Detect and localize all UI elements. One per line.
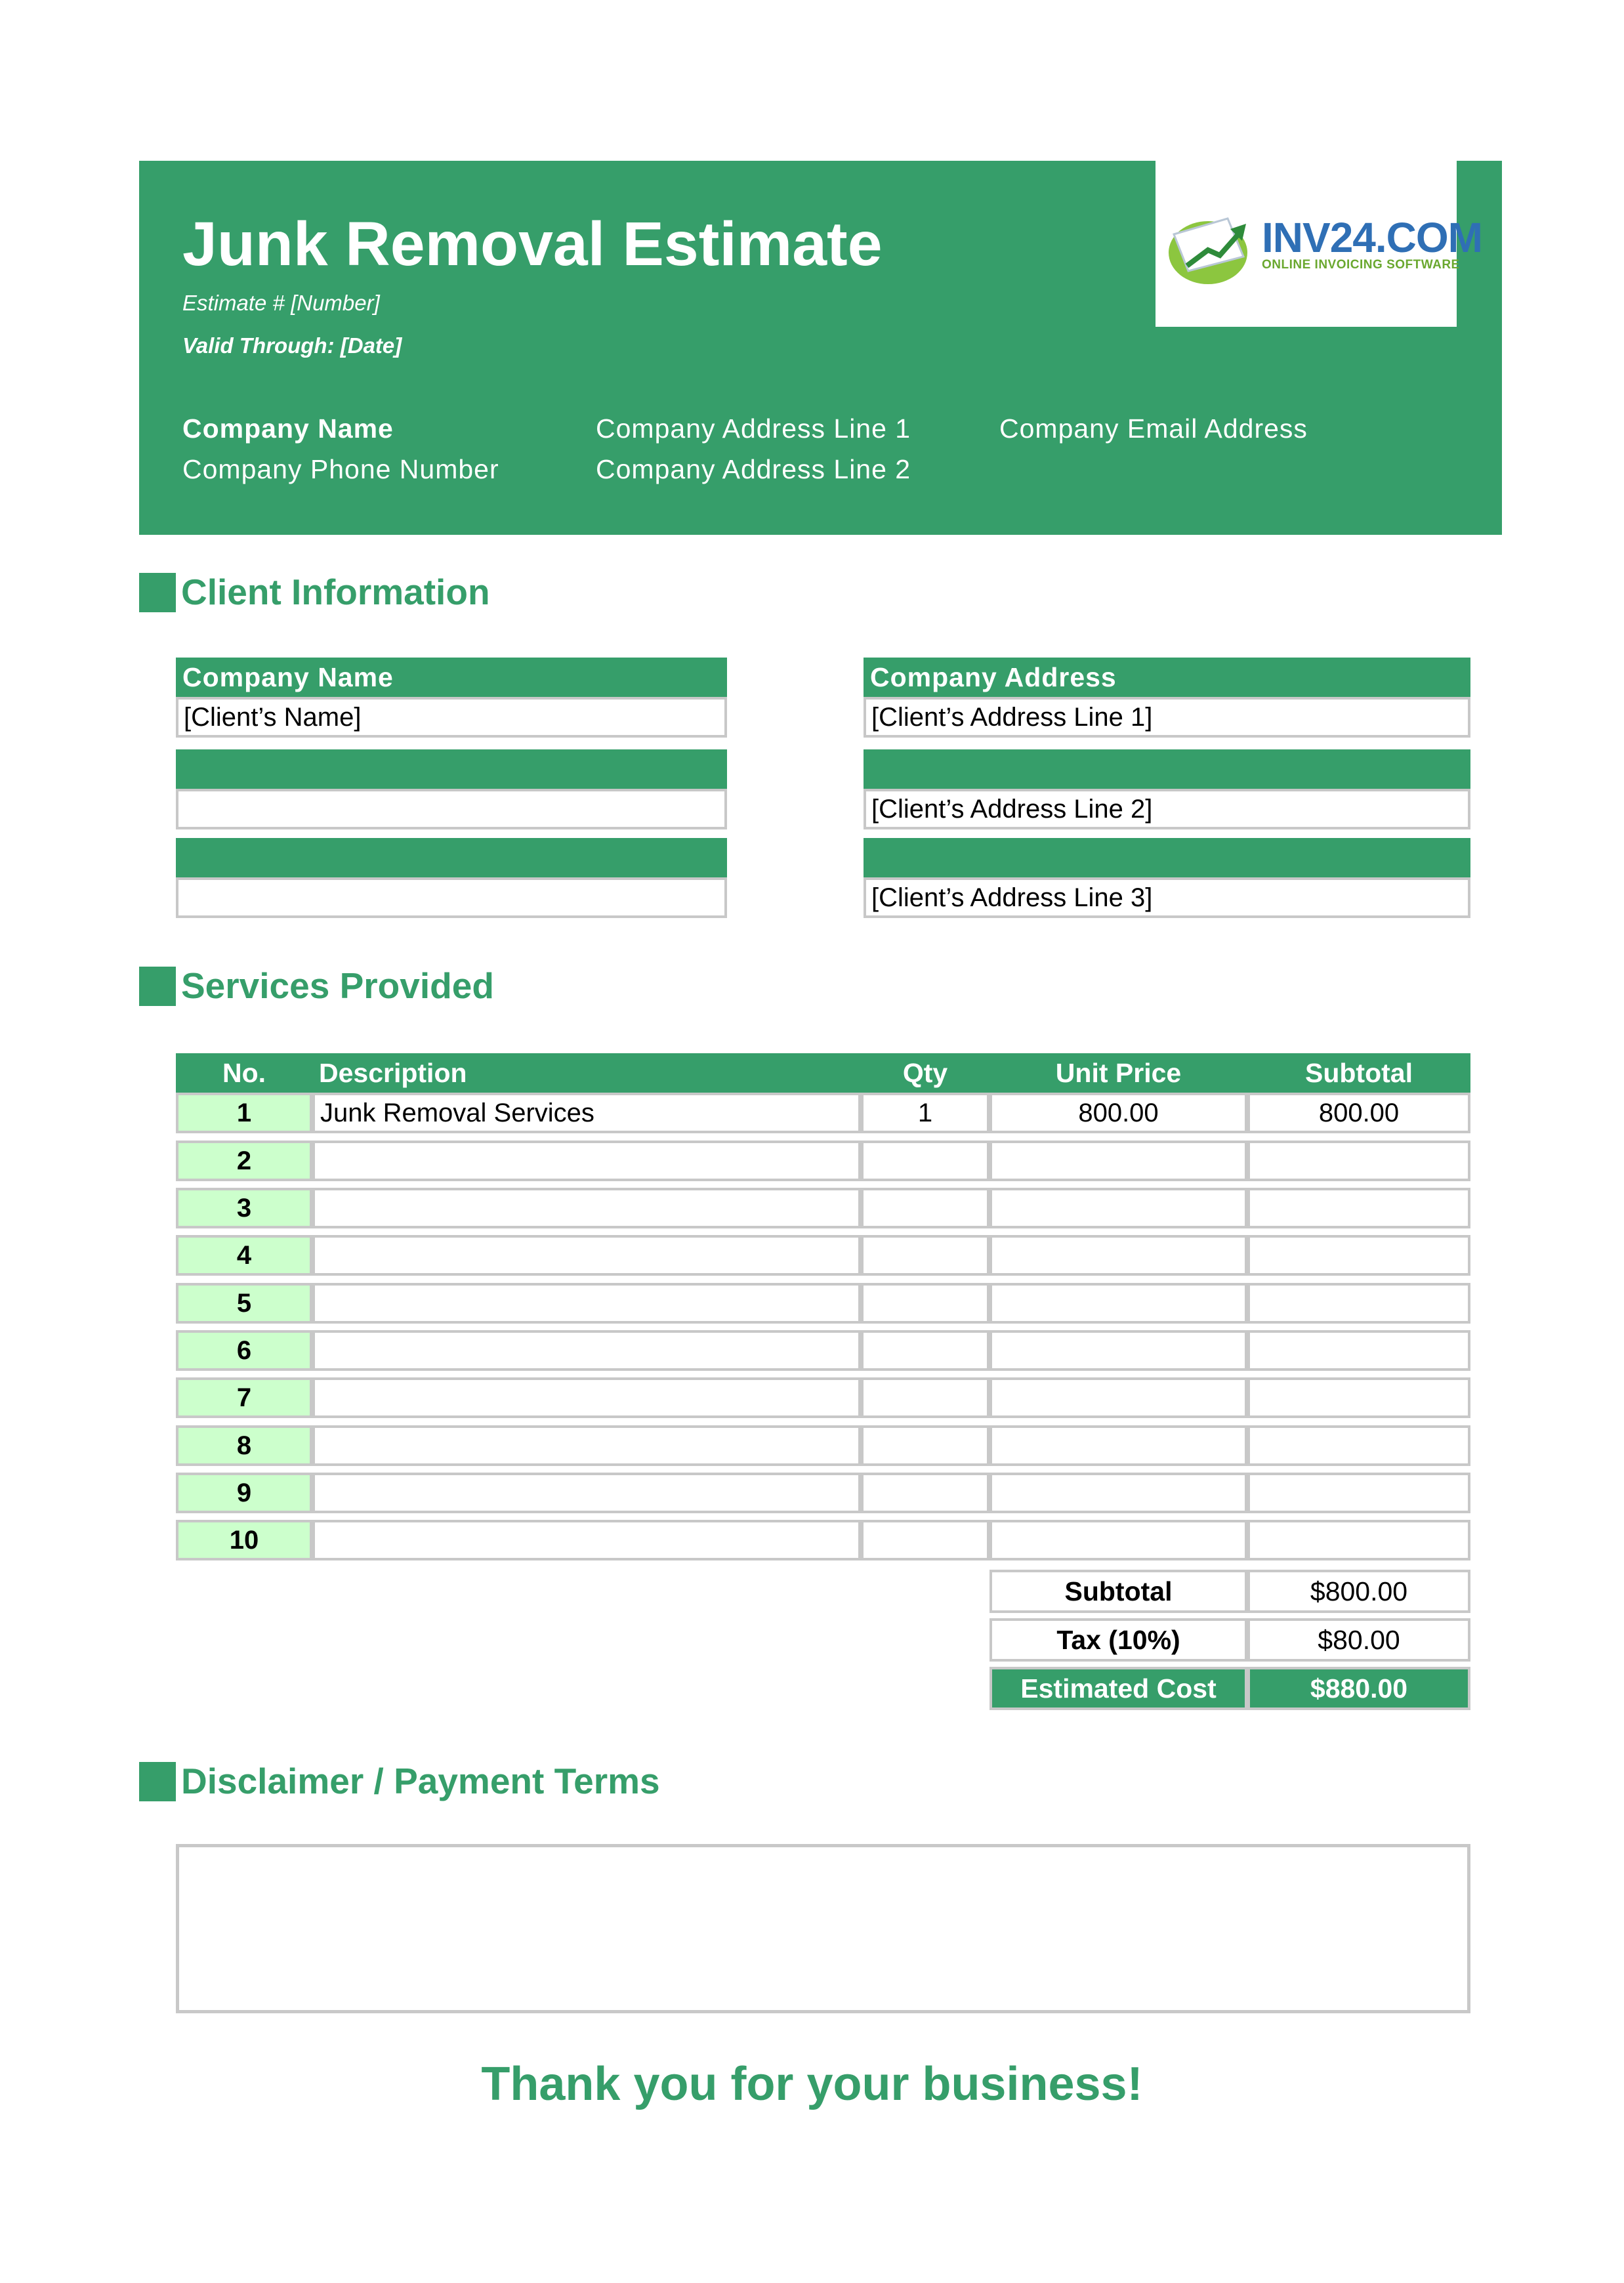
client-address-empty-header-2 (864, 838, 1470, 877)
row-subtotal[interactable] (1247, 1330, 1470, 1371)
row-description[interactable] (312, 1235, 861, 1276)
client-name-field[interactable]: [Client’s Name] (176, 697, 727, 738)
row-qty[interactable] (861, 1188, 989, 1228)
row-unit-price[interactable]: 800.00 (989, 1093, 1247, 1133)
company-address-line-2[interactable]: Company Address Line 2 (596, 454, 911, 484)
column-header-unit-price: Unit Price (989, 1053, 1247, 1093)
row-description[interactable] (312, 1188, 861, 1228)
row-qty[interactable] (861, 1330, 989, 1371)
row-number: 8 (176, 1425, 312, 1466)
disclaimer-section-title: Disclaimer / Payment Terms (181, 1761, 660, 1801)
logo (1156, 161, 1482, 327)
valid-through[interactable]: Valid Through: [Date] (182, 333, 402, 358)
client-address-line-3[interactable]: [Client’s Address Line 3] (864, 877, 1470, 918)
row-subtotal[interactable] (1247, 1141, 1470, 1181)
company-address-line-1[interactable]: Company Address Line 1 (596, 413, 911, 444)
row-subtotal[interactable] (1247, 1283, 1470, 1324)
row-description[interactable] (312, 1377, 861, 1418)
row-subtotal[interactable] (1247, 1473, 1470, 1513)
client-name-header: Company Name (176, 658, 727, 697)
row-number: 4 (176, 1235, 312, 1276)
row-qty[interactable] (861, 1377, 989, 1418)
row-description[interactable]: Junk Removal Services (312, 1093, 861, 1133)
tax-value: $80.00 (1247, 1618, 1470, 1662)
thank-you-message: Thank you for your business! (481, 2058, 1143, 2110)
company-name[interactable]: Company Name (182, 413, 394, 444)
row-number: 10 (176, 1520, 312, 1560)
row-unit-price[interactable] (989, 1283, 1247, 1324)
row-unit-price[interactable] (989, 1235, 1247, 1276)
row-qty[interactable] (861, 1425, 989, 1466)
subtotal-value: $800.00 (1247, 1570, 1470, 1613)
estimate-number[interactable]: Estimate # [Number] (182, 291, 380, 315)
page-title: Junk Removal Estimate (182, 209, 883, 279)
row-qty[interactable]: 1 (861, 1093, 989, 1133)
subtotal-label: Subtotal (989, 1570, 1247, 1613)
row-number: 3 (176, 1188, 312, 1228)
client-address-empty-header-1 (864, 749, 1470, 789)
estimated-cost-label: Estimated Cost (989, 1667, 1247, 1710)
column-header-no: No. (176, 1053, 312, 1093)
client-empty-field-2[interactable] (176, 877, 727, 918)
disclaimer-section-marker (139, 1762, 176, 1801)
client-address-line-2[interactable]: [Client’s Address Line 2] (864, 789, 1470, 829)
row-unit-price[interactable] (989, 1188, 1247, 1228)
column-header-description: Description (312, 1053, 861, 1093)
row-qty[interactable] (861, 1283, 989, 1324)
row-description[interactable] (312, 1425, 861, 1466)
services-section-title: Services Provided (181, 965, 494, 1006)
row-description[interactable] (312, 1141, 861, 1181)
services-section-marker (139, 967, 176, 1006)
client-empty-header-1 (176, 749, 727, 789)
logo-envelope-icon (1162, 200, 1260, 292)
row-unit-price[interactable] (989, 1520, 1247, 1560)
row-number: 9 (176, 1473, 312, 1513)
row-unit-price[interactable] (989, 1473, 1247, 1513)
company-email[interactable]: Company Email Address (999, 413, 1308, 444)
row-number: 2 (176, 1141, 312, 1181)
client-empty-field-1[interactable] (176, 789, 727, 829)
company-phone[interactable]: Company Phone Number (182, 454, 499, 484)
client-address-line-1[interactable]: [Client’s Address Line 1] (864, 697, 1470, 738)
row-subtotal[interactable] (1247, 1520, 1470, 1560)
row-subtotal[interactable] (1247, 1377, 1470, 1418)
row-qty[interactable] (861, 1141, 989, 1181)
row-subtotal[interactable] (1247, 1425, 1470, 1466)
estimated-cost-value: $880.00 (1247, 1667, 1470, 1710)
row-subtotal[interactable] (1247, 1235, 1470, 1276)
row-number: 5 (176, 1283, 312, 1324)
logo-name: INV24.COM (1262, 214, 1482, 261)
row-unit-price[interactable] (989, 1330, 1247, 1371)
logo-tagline: ONLINE INVOICING SOFTWARE (1262, 258, 1460, 272)
row-description[interactable] (312, 1283, 861, 1324)
column-header-qty: Qty (861, 1053, 989, 1093)
client-section-marker (139, 573, 176, 612)
row-description[interactable] (312, 1330, 861, 1371)
row-description[interactable] (312, 1520, 861, 1560)
row-number: 7 (176, 1377, 312, 1418)
row-qty[interactable] (861, 1520, 989, 1560)
row-description[interactable] (312, 1473, 861, 1513)
disclaimer-textbox[interactable] (176, 1844, 1470, 2013)
row-subtotal[interactable]: 800.00 (1247, 1093, 1470, 1133)
row-number: 1 (176, 1093, 312, 1133)
tax-label: Tax (10%) (989, 1618, 1247, 1662)
row-qty[interactable] (861, 1473, 989, 1513)
row-qty[interactable] (861, 1235, 989, 1276)
row-number: 6 (176, 1330, 312, 1371)
row-unit-price[interactable] (989, 1425, 1247, 1466)
column-header-subtotal: Subtotal (1247, 1053, 1470, 1093)
row-subtotal[interactable] (1247, 1188, 1470, 1228)
client-section-title: Client Information (181, 572, 490, 612)
client-empty-header-2 (176, 838, 727, 877)
row-unit-price[interactable] (989, 1141, 1247, 1181)
row-unit-price[interactable] (989, 1377, 1247, 1418)
client-address-header: Company Address (864, 658, 1470, 697)
